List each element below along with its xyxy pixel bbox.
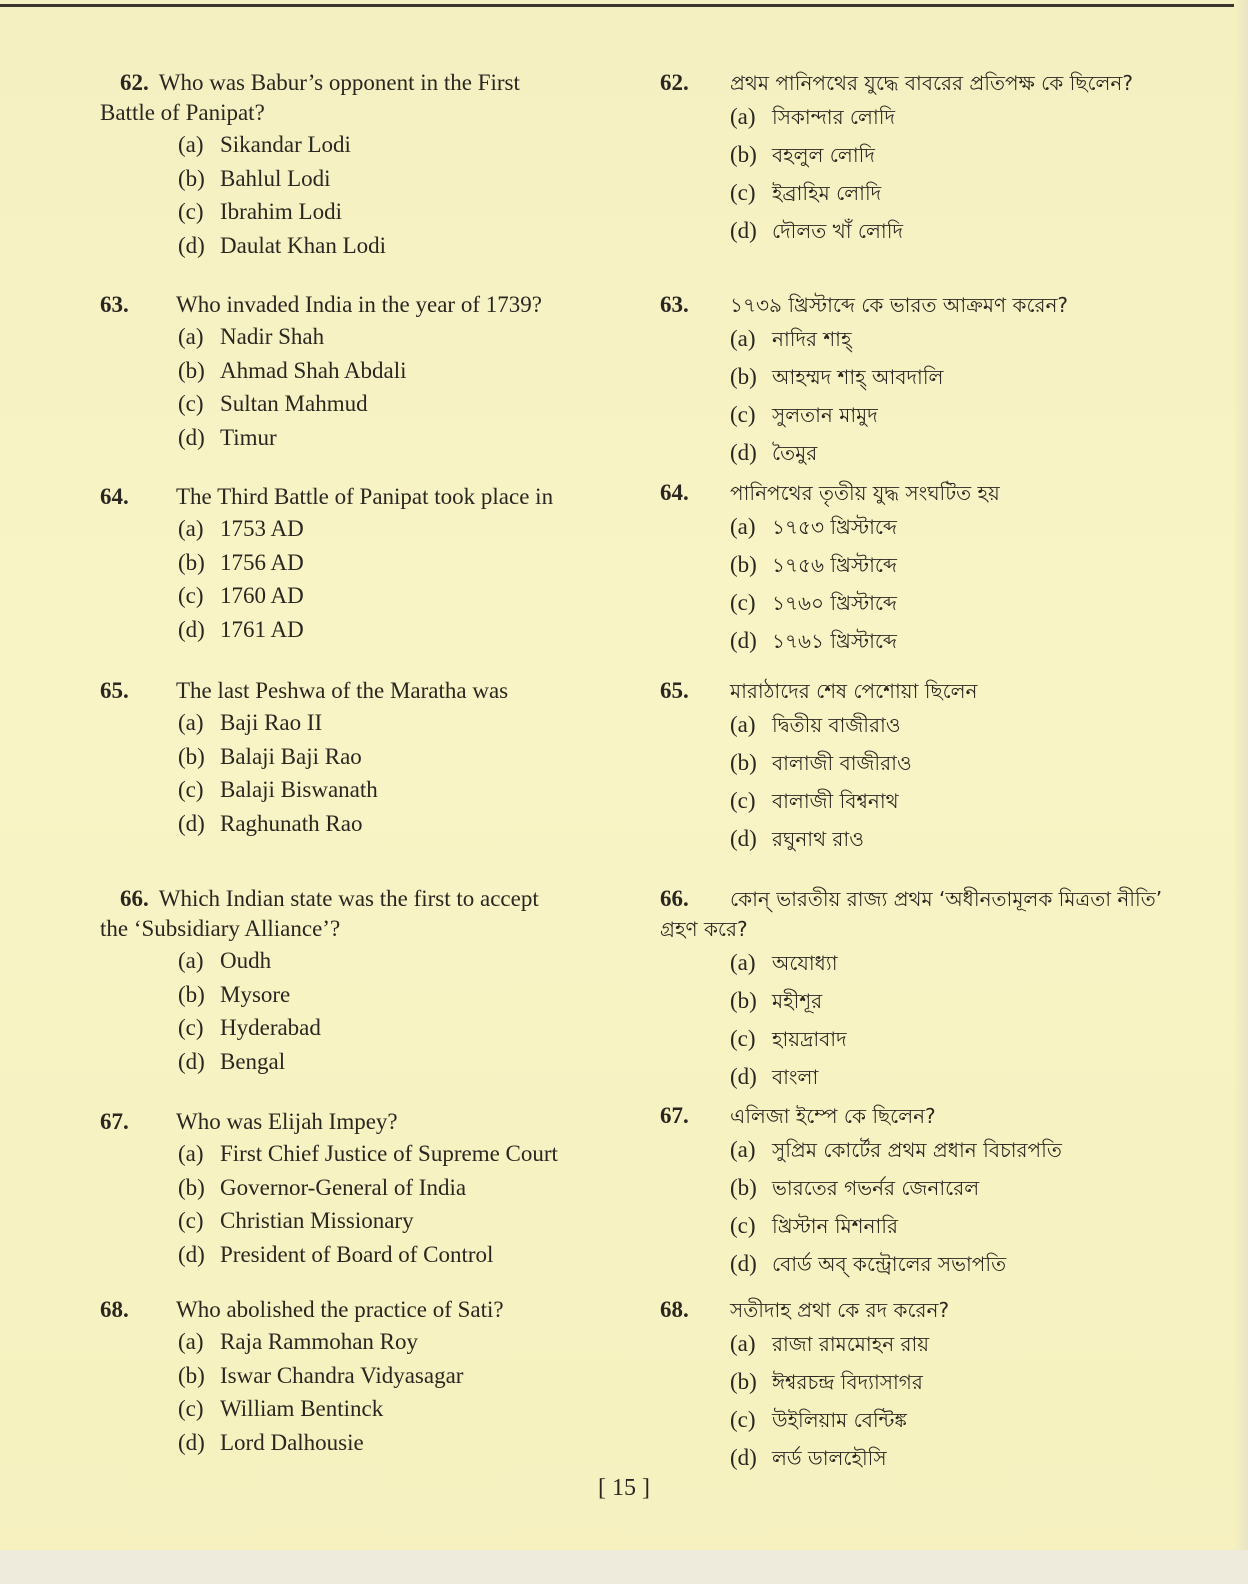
option-c bbox=[178, 387, 620, 421]
option-label: (d) bbox=[730, 1445, 757, 1470]
option-label: (c) bbox=[730, 590, 756, 615]
option-c bbox=[730, 1207, 1180, 1245]
option-a bbox=[730, 98, 1180, 136]
option-text: ১৭৬১ খ্রিস্টাব্দে bbox=[772, 629, 897, 653]
option-label: (d) bbox=[178, 424, 205, 450]
question-63 bbox=[100, 290, 620, 454]
option-text: আহম্মদ শাহ্ আবদালি bbox=[772, 365, 944, 389]
option-d bbox=[178, 613, 620, 647]
question-text-line bbox=[100, 290, 620, 320]
question-66 bbox=[660, 884, 1180, 1096]
option-c bbox=[730, 1020, 1180, 1058]
question-text-line bbox=[100, 884, 620, 914]
question-65 bbox=[660, 676, 1180, 858]
option-label: (d) bbox=[730, 218, 757, 243]
option-text: 1756 AD bbox=[220, 549, 304, 575]
question-text-line bbox=[100, 98, 620, 128]
option-text: Sikandar Lodi bbox=[220, 132, 351, 157]
option-b bbox=[178, 354, 620, 388]
option-label: (c) bbox=[178, 1015, 204, 1040]
question-text: Who invaded India in the year of 1739? bbox=[176, 292, 542, 317]
options-list bbox=[178, 320, 620, 454]
option-text: বাংলা bbox=[772, 1065, 819, 1089]
option-b bbox=[730, 136, 1180, 174]
question-63 bbox=[660, 290, 1180, 472]
question-65 bbox=[100, 676, 620, 840]
option-text: 1760 AD bbox=[220, 583, 304, 608]
question-text: কোন্ ভারতীয় রাজ্য প্রথম ‘অধীনতামূলক মিত্রতা নীতি’ bbox=[730, 887, 1163, 911]
question-text: The last Peshwa of the Maratha was bbox=[176, 678, 509, 703]
option-label: (d) bbox=[730, 1251, 757, 1276]
option-text: ১৭৫৩ খ্রিস্টাব্দে bbox=[772, 515, 897, 539]
option-text: তৈমুর bbox=[772, 441, 818, 465]
question-66 bbox=[100, 884, 620, 1078]
option-d bbox=[730, 1058, 1180, 1096]
option-d bbox=[178, 807, 620, 841]
option-label: (b) bbox=[730, 1175, 757, 1200]
question-text-line bbox=[660, 1295, 1180, 1325]
option-label: (b) bbox=[178, 981, 205, 1007]
option-a bbox=[730, 706, 1180, 744]
question-62 bbox=[660, 68, 1180, 250]
page-edge bbox=[1234, 0, 1248, 1584]
option-d bbox=[178, 229, 620, 263]
option-a bbox=[178, 944, 620, 978]
question-number: 64. bbox=[660, 480, 689, 505]
option-label: (b) bbox=[178, 357, 205, 383]
option-label: (c) bbox=[178, 391, 204, 416]
options-list bbox=[730, 1131, 1180, 1283]
question-number: 62. bbox=[660, 70, 689, 95]
option-label: (d) bbox=[178, 232, 205, 258]
option-text: First Chief Justice of Supreme Court bbox=[220, 1141, 558, 1166]
option-c bbox=[178, 579, 620, 613]
options-list bbox=[178, 512, 620, 646]
option-d bbox=[730, 212, 1180, 250]
question-text-line bbox=[100, 482, 620, 512]
option-a bbox=[730, 508, 1180, 546]
option-label: (c) bbox=[178, 1208, 204, 1233]
option-label: (d) bbox=[178, 1048, 205, 1074]
option-text: Nadir Shah bbox=[220, 324, 325, 349]
option-c bbox=[178, 773, 620, 807]
question-text: Who abolished the practice of Sati? bbox=[176, 1297, 504, 1322]
option-label: (c) bbox=[178, 199, 204, 224]
option-text: ঈশ্বরচন্দ্র বিদ্যাসাগর bbox=[772, 1370, 923, 1394]
option-c bbox=[730, 584, 1180, 622]
question-text-line bbox=[660, 914, 1180, 944]
page-bottom-edge bbox=[0, 1550, 1248, 1584]
option-b bbox=[730, 1169, 1180, 1207]
question-text: Battle of Panipat? bbox=[100, 100, 265, 125]
option-label: (b) bbox=[730, 552, 757, 577]
option-label: (c) bbox=[178, 1396, 204, 1421]
question-67 bbox=[100, 1107, 620, 1271]
option-b bbox=[178, 162, 620, 196]
question-68 bbox=[100, 1295, 620, 1459]
option-label: (b) bbox=[730, 1369, 757, 1394]
option-text: Daulat Khan Lodi bbox=[220, 232, 387, 258]
option-label: (b) bbox=[730, 988, 757, 1013]
option-d bbox=[178, 421, 620, 455]
option-text: খ্রিস্টান মিশনারি bbox=[772, 1214, 898, 1238]
option-a bbox=[730, 320, 1180, 358]
option-label: (b) bbox=[730, 750, 757, 775]
option-text: William Bentinck bbox=[220, 1396, 384, 1421]
question-number: 62. bbox=[120, 70, 149, 95]
option-d bbox=[730, 622, 1180, 660]
question-text-line bbox=[100, 1107, 620, 1137]
option-text: লর্ড ডালহৌসি bbox=[772, 1446, 887, 1470]
option-text: Lord Dalhousie bbox=[220, 1429, 364, 1455]
option-text: President of Board of Control bbox=[220, 1241, 494, 1267]
option-label: (c) bbox=[730, 1213, 756, 1238]
option-label: (c) bbox=[730, 180, 756, 205]
option-text: Balaji Baji Rao bbox=[220, 743, 362, 769]
option-d bbox=[730, 820, 1180, 858]
question-text: এলিজা ইম্পে কে ছিলেন? bbox=[730, 1104, 936, 1128]
option-label: (a) bbox=[178, 516, 204, 541]
option-a bbox=[178, 320, 620, 354]
option-c bbox=[178, 195, 620, 229]
option-text: উইলিয়াম বেন্টিঙ্ক bbox=[772, 1408, 907, 1432]
option-label: (a) bbox=[178, 132, 204, 157]
option-text: Raja Rammohan Roy bbox=[220, 1329, 419, 1354]
option-label: (a) bbox=[730, 1331, 756, 1356]
question-text-line bbox=[660, 478, 1180, 508]
option-text: Bengal bbox=[220, 1048, 286, 1074]
question-number: 67. bbox=[100, 1109, 129, 1134]
question-text: The Third Battle of Panipat took place in bbox=[176, 484, 554, 509]
option-text: বোর্ড অব্ কন্ট্রোলের সভাপতি bbox=[772, 1252, 1007, 1276]
option-d bbox=[178, 1238, 620, 1272]
question-text-line bbox=[660, 1101, 1180, 1131]
options-list bbox=[730, 944, 1180, 1096]
question-text-line bbox=[100, 68, 620, 98]
question-text: গ্রহণ করে? bbox=[660, 917, 748, 941]
option-label: (c) bbox=[178, 583, 204, 608]
option-d bbox=[730, 1439, 1180, 1477]
options-list bbox=[178, 944, 620, 1078]
option-label: (a) bbox=[730, 326, 756, 351]
option-b bbox=[730, 982, 1180, 1020]
option-text: নাদির শাহ্ bbox=[772, 327, 852, 351]
option-text: দৌলত খাঁ লোদি bbox=[772, 219, 903, 243]
option-d bbox=[730, 1245, 1180, 1283]
option-text: Raghunath Rao bbox=[220, 810, 363, 836]
option-c bbox=[178, 1204, 620, 1238]
question-number: 65. bbox=[100, 678, 129, 703]
option-text: Ibrahim Lodi bbox=[220, 199, 342, 224]
question-text: সতীদাহ প্রথা কে রদ করেন? bbox=[730, 1298, 950, 1322]
options-list bbox=[178, 1137, 620, 1271]
option-a bbox=[730, 944, 1180, 982]
option-b bbox=[730, 744, 1180, 782]
question-text-line bbox=[660, 676, 1180, 706]
option-a bbox=[178, 128, 620, 162]
option-label: (c) bbox=[178, 777, 204, 802]
option-text: 1761 AD bbox=[220, 616, 304, 642]
option-label: (a) bbox=[730, 1137, 756, 1162]
options-list bbox=[730, 98, 1180, 250]
option-c bbox=[730, 396, 1180, 434]
options-list bbox=[730, 706, 1180, 858]
option-label: (a) bbox=[178, 324, 204, 349]
option-label: (d) bbox=[730, 826, 757, 851]
question-text-line bbox=[660, 290, 1180, 320]
options-list bbox=[730, 320, 1180, 472]
option-c bbox=[178, 1011, 620, 1045]
option-b bbox=[178, 978, 620, 1012]
option-text: Sultan Mahmud bbox=[220, 391, 368, 416]
top-rule bbox=[0, 4, 1248, 7]
option-c bbox=[730, 174, 1180, 212]
question-number: 68. bbox=[660, 1297, 689, 1322]
option-label: (a) bbox=[178, 948, 204, 973]
question-number: 67. bbox=[660, 1103, 689, 1128]
option-b bbox=[730, 1363, 1180, 1401]
option-a bbox=[178, 512, 620, 546]
option-label: (b) bbox=[178, 1174, 205, 1200]
option-b bbox=[730, 546, 1180, 584]
options-list bbox=[730, 1325, 1180, 1477]
option-text: Hyderabad bbox=[220, 1015, 321, 1040]
question-64 bbox=[660, 478, 1180, 660]
option-a bbox=[178, 1137, 620, 1171]
question-number: 64. bbox=[100, 484, 129, 509]
options-list bbox=[178, 1325, 620, 1459]
option-text: ভারতের গভর্নর জেনারেল bbox=[772, 1176, 980, 1200]
option-label: (d) bbox=[730, 440, 757, 465]
question-number: 63. bbox=[660, 292, 689, 317]
option-label: (d) bbox=[178, 1241, 205, 1267]
option-text: রাজা রামমোহন রায় bbox=[772, 1332, 930, 1356]
option-text: মহীশূর bbox=[772, 989, 823, 1013]
option-label: (b) bbox=[178, 165, 205, 191]
option-label: (b) bbox=[178, 1362, 205, 1388]
option-text: অযোধ্যা bbox=[772, 951, 838, 975]
options-list bbox=[178, 706, 620, 840]
option-text: ইব্রাহিম লোদি bbox=[772, 181, 882, 205]
option-label: (c) bbox=[730, 788, 756, 813]
question-text: Who was Elijah Impey? bbox=[176, 1109, 398, 1134]
option-text: বহলুল লোদি bbox=[772, 143, 875, 167]
option-label: (c) bbox=[730, 1026, 756, 1051]
option-text: Mysore bbox=[220, 981, 291, 1007]
option-text: Oudh bbox=[220, 948, 272, 973]
option-label: (d) bbox=[178, 1429, 205, 1455]
option-text: রঘুনাথ রাও bbox=[772, 827, 864, 851]
option-text: ১৭৬০ খ্রিস্টাব্দে bbox=[772, 591, 897, 615]
question-62 bbox=[100, 68, 620, 262]
option-d bbox=[730, 434, 1180, 472]
option-b bbox=[178, 1359, 620, 1393]
question-68 bbox=[660, 1295, 1180, 1477]
question-text: প্রথম পানিপথের যুদ্ধে বাবরের প্রতিপক্ষ কে ছিলেন? bbox=[730, 71, 1133, 95]
page-number: [ 15 ] bbox=[598, 1475, 650, 1501]
option-d bbox=[178, 1426, 620, 1460]
question-text: মারাঠাদের শেষ পেশোয়া ছিলেন bbox=[730, 679, 978, 703]
option-c bbox=[178, 1392, 620, 1426]
question-text-line bbox=[100, 1295, 620, 1325]
option-text: Christian Missionary bbox=[220, 1208, 414, 1233]
option-text: 1753 AD bbox=[220, 516, 304, 541]
option-label: (b) bbox=[730, 142, 757, 167]
option-label: (a) bbox=[730, 104, 756, 129]
option-d bbox=[178, 1045, 620, 1079]
question-text: Which Indian state was the first to accept bbox=[158, 886, 539, 911]
option-a bbox=[730, 1131, 1180, 1169]
question-text: the ‘Subsidiary Alliance’? bbox=[100, 916, 341, 941]
option-text: হায়দ্রাবাদ bbox=[772, 1027, 847, 1051]
option-text: Iswar Chandra Vidyasagar bbox=[220, 1362, 464, 1388]
question-text-line bbox=[100, 914, 620, 944]
option-b bbox=[178, 740, 620, 774]
option-label: (d) bbox=[730, 628, 757, 653]
options-list bbox=[730, 508, 1180, 660]
option-text: Ahmad Shah Abdali bbox=[220, 357, 407, 383]
option-text: দ্বিতীয় বাজীরাও bbox=[772, 713, 901, 737]
option-text: Bahlul Lodi bbox=[220, 165, 331, 191]
question-64 bbox=[100, 482, 620, 646]
option-text: সুলতান মামুদ bbox=[772, 403, 878, 427]
question-number: 63. bbox=[100, 292, 129, 317]
question-text: পানিপথের তৃতীয় যুদ্ধ সংঘটিত হয় bbox=[730, 481, 1000, 505]
options-list bbox=[178, 128, 620, 262]
question-text: ১৭৩৯ খ্রিস্টাব্দে কে ভারত আক্রমণ করেন? bbox=[730, 293, 1069, 317]
question-number: 66. bbox=[660, 886, 689, 911]
question-text-line bbox=[660, 68, 1180, 98]
question-67 bbox=[660, 1101, 1180, 1283]
option-text: সুপ্রিম কোর্টের প্রথম প্রধান বিচারপতি bbox=[772, 1138, 1062, 1162]
option-text: Timur bbox=[220, 424, 277, 450]
question-number: 68. bbox=[100, 1297, 129, 1322]
option-b bbox=[178, 1171, 620, 1205]
option-text: বালাজী বাজীরাও bbox=[772, 751, 912, 775]
option-b bbox=[178, 546, 620, 580]
option-label: (a) bbox=[178, 1141, 204, 1166]
question-number: 66. bbox=[120, 886, 149, 911]
option-label: (d) bbox=[730, 1064, 757, 1089]
option-label: (a) bbox=[178, 710, 204, 735]
option-text: Governor-General of India bbox=[220, 1174, 467, 1200]
option-text: ১৭৫৬ খ্রিস্টাব্দে bbox=[772, 553, 897, 577]
option-label: (d) bbox=[178, 616, 205, 642]
question-number: 65. bbox=[660, 678, 689, 703]
option-text: Baji Rao II bbox=[220, 710, 323, 735]
option-label: (a) bbox=[730, 514, 756, 539]
option-label: (a) bbox=[730, 712, 756, 737]
question-text-line bbox=[660, 884, 1180, 914]
option-c bbox=[730, 782, 1180, 820]
option-text: বালাজী বিশ্বনাথ bbox=[772, 789, 899, 813]
option-label: (b) bbox=[178, 549, 205, 575]
option-a bbox=[730, 1325, 1180, 1363]
option-label: (d) bbox=[178, 810, 205, 836]
option-text: Balaji Biswanath bbox=[220, 777, 378, 802]
option-label: (c) bbox=[730, 402, 756, 427]
option-label: (b) bbox=[178, 743, 205, 769]
option-c bbox=[730, 1401, 1180, 1439]
question-text-line bbox=[100, 676, 620, 706]
option-label: (b) bbox=[730, 364, 757, 389]
option-label: (a) bbox=[178, 1329, 204, 1354]
option-a bbox=[178, 1325, 620, 1359]
option-a bbox=[178, 706, 620, 740]
question-text: Who was Babur’s opponent in the First bbox=[158, 70, 520, 95]
option-text: সিকান্দার লোদি bbox=[772, 105, 895, 129]
option-label: (a) bbox=[730, 950, 756, 975]
option-b bbox=[730, 358, 1180, 396]
option-label: (c) bbox=[730, 1407, 756, 1432]
